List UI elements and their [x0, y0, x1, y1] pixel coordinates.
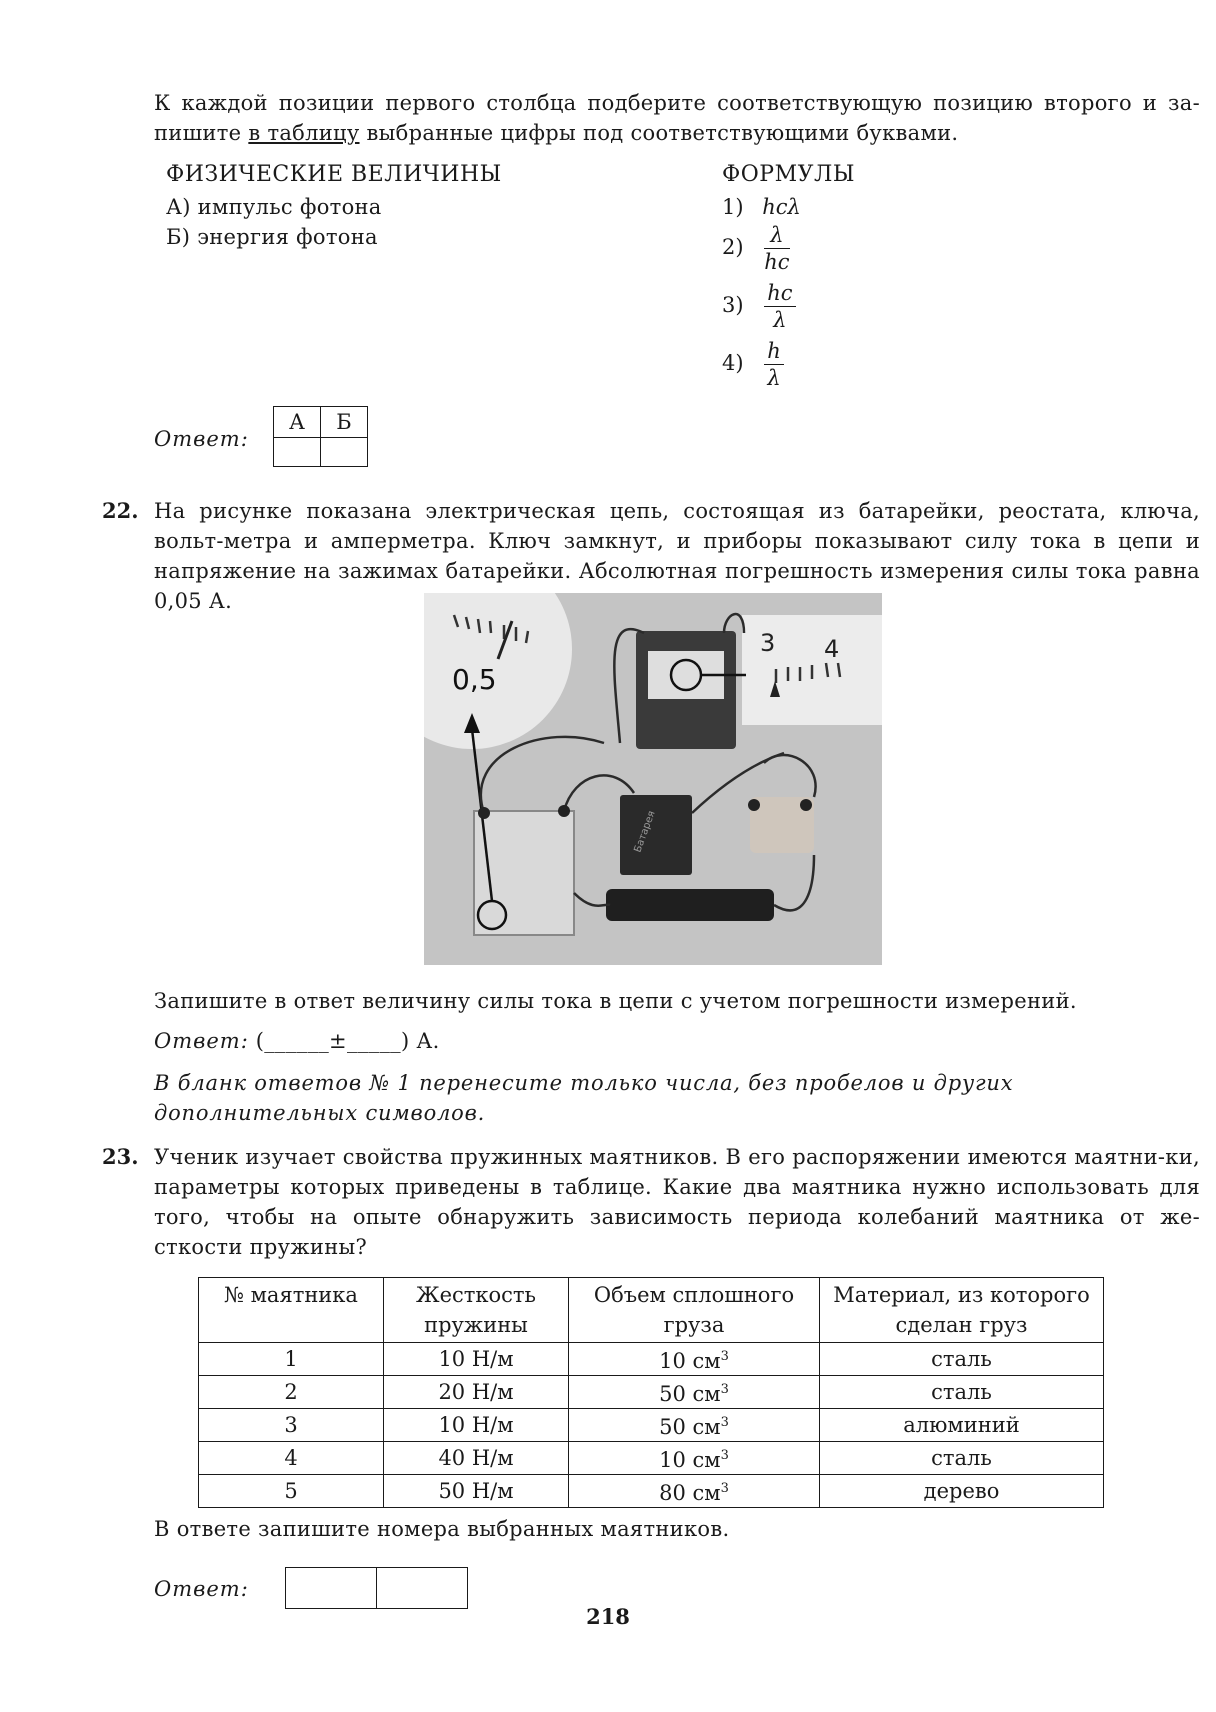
task22-answer-field[interactable]: (______±_____) А. — [248, 1029, 440, 1053]
quantities-header: ФИЗИЧЕСКИЕ ВЕЛИЧИНЫ — [166, 162, 502, 187]
task22-answer-label: Ответ: — [154, 1029, 249, 1053]
task22-text: На рисунке показана электрическая цепь, состоящая из батарейки, реостата, ключа, вольт-метра и амперметра. Ключ замкнут, и приборы показывают силу тока в цепи и напряжение на зажимах батарейки. Абсолютная погрешность измерения силы тока равна 0,05 А. — [154, 499, 1200, 613]
col-header-stiffness: Жесткость пружины — [384, 1278, 569, 1343]
formula-4: 4) $\frac{h}{\lambda}$ — [722, 338, 784, 391]
task22-answer-line — [154, 1026, 1200, 1056]
formula-1: 1) hcλ — [722, 195, 801, 219]
table-link: в таблицу — [248, 121, 360, 145]
col-header-material: Материал, из которого сделан груз — [820, 1278, 1104, 1343]
task21-answer-table — [273, 406, 368, 467]
col-header-number: № маятника — [199, 1278, 384, 1343]
task22-note: В бланк ответов № 1 перенесите только числа, без пробелов и других дополнительных символов. — [154, 1071, 1014, 1125]
table-header-row — [199, 1278, 1104, 1343]
formulas-header: ФОРМУЛЫ — [722, 162, 856, 187]
table-row: 4 40 Н/м 10 $см^3$ сталь — [199, 1442, 1104, 1475]
quantity-a: А) импульс фотона — [166, 195, 382, 219]
voltmeter-label-4: 4 — [824, 635, 840, 663]
task21-answer-label: Ответ: — [154, 427, 249, 451]
table-row: 5 50 Н/м 80 $см^3$ дерево — [199, 1475, 1104, 1508]
circuit-photo — [424, 593, 882, 965]
ammeter-label: 0,5 — [452, 663, 497, 696]
task23-text: Ученик изучает свойства пружинных маятников. В его распоряжении имеются маятни-ки, параметры которых приведены в таблице. Какие два маятника нужно использовать для того, чтобы на опыте обнаружить зависимость периода колебаний маятника от же-сткости пружины? — [154, 1145, 1200, 1259]
voltmeter-label-3: 3 — [760, 629, 776, 657]
task23-prompt: В ответе запишите номера выбранных маятников. — [154, 1517, 730, 1541]
task23-number: 23. — [102, 1144, 139, 1169]
formula-2: 2) $\frac{\lambda}{hc}$ — [722, 223, 790, 274]
page-number: 218 — [586, 1604, 630, 1629]
task22-prompt: Запишите в ответ величину силы тока в цепи с учетом погрешности измерений. — [154, 989, 1077, 1013]
pendulum-table — [198, 1277, 1104, 1508]
task22-number: 22. — [102, 498, 139, 523]
battery — [620, 795, 692, 875]
formula-3: 3) $\frac{hc}{\lambda}$ — [722, 280, 796, 333]
table-row: 2 20 Н/м 50 $см^3$ сталь — [199, 1376, 1104, 1409]
col-header-volume: Объем сплошного груза — [569, 1278, 820, 1343]
answer-col-b: Б — [321, 407, 368, 438]
answer-col-a: А — [274, 407, 321, 438]
rheostat — [606, 889, 774, 921]
table-row: 3 10 Н/м 50 $см^3$ алюминий — [199, 1409, 1104, 1442]
task23-answer-label: Ответ: — [154, 1577, 249, 1601]
answer-cell-a[interactable] — [274, 438, 321, 467]
quantity-b: Б) энергия фотона — [166, 225, 378, 249]
answer-cell-b[interactable] — [321, 438, 368, 467]
task21-intro: К каждой позиции первого столбца подберите соответствующую позицию второго и за-пишите в таблицу выбранные цифры под соответствующими буквами. — [154, 91, 1200, 145]
table-row: 1 10 Н/м 10 $см^3$ сталь — [199, 1343, 1104, 1376]
battery-label: Батарея — [632, 809, 658, 855]
